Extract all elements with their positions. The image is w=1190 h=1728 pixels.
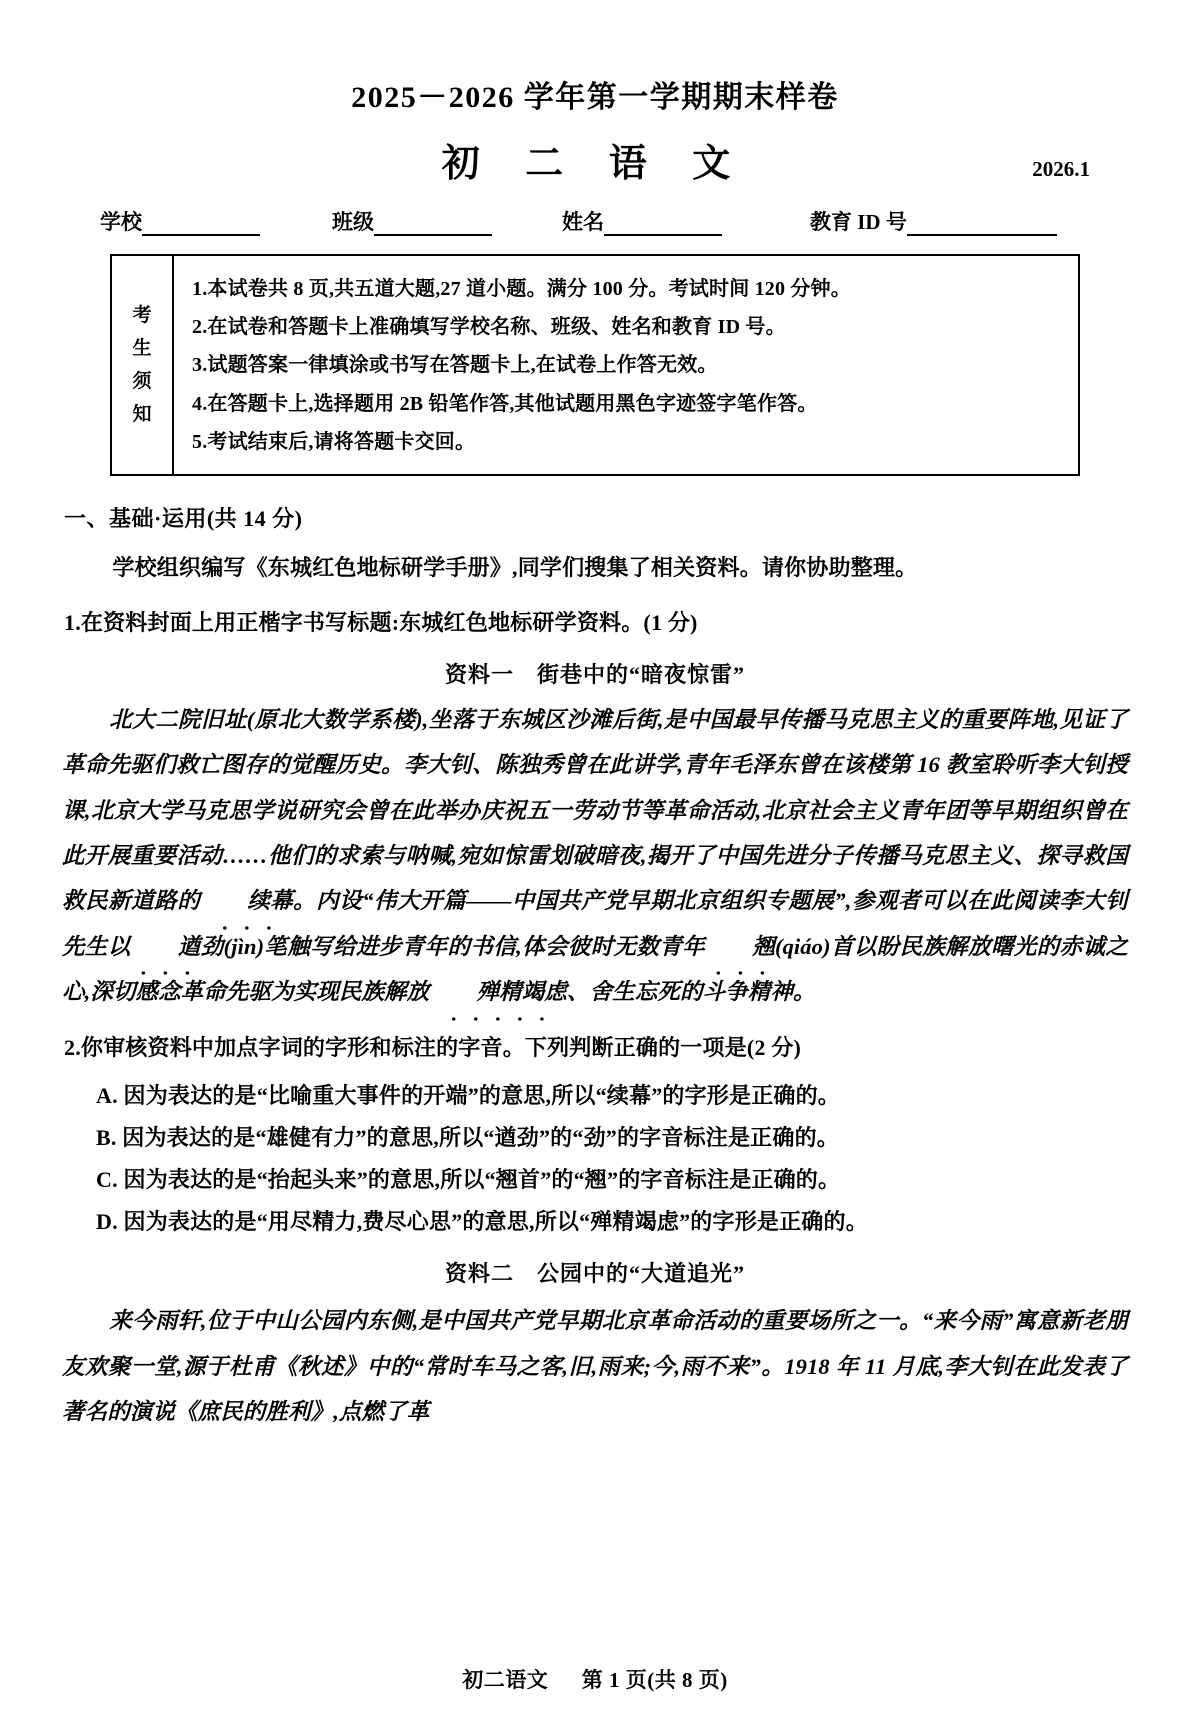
- field-school[interactable]: [100, 206, 260, 236]
- candidate-notice-box: [110, 254, 1080, 476]
- subject-title: 初 二 语 文: [441, 143, 749, 185]
- field-class-input[interactable]: [374, 214, 492, 236]
- field-school-label: 学校: [100, 210, 142, 234]
- field-education-id-label: 教育 ID 号: [810, 210, 907, 234]
- field-school-input[interactable]: [142, 214, 260, 236]
- option-c[interactable]: C. 因为表达的是“抬起头来”的意思,所以“翘首”的“翘”的字音标注是正确的。: [96, 1167, 841, 1193]
- field-class-label: 班级: [332, 210, 374, 234]
- option-b[interactable]: B. 因为表达的是“雄健有力”的意思,所以“遒劲”的“劲”的字音标注是正确的。: [96, 1124, 839, 1150]
- notice-item: 2.在试卷和答题卡上准确填写学校名称、班级、姓名和教育 ID 号。: [192, 316, 786, 339]
- option-d[interactable]: D. 因为表达的是“用尽精力,费尽心思”的意思,所以“殚精竭虑”的字形是正确的。: [96, 1209, 868, 1235]
- section-one-heading: 一、基础·运用(共 14 分): [64, 506, 303, 531]
- passage-text: 。内设“伟大开篇——中国共产党早期北京组织专题展”,参观者可以在此阅读李大钊先生以: [62, 888, 1128, 959]
- identity-fields: [100, 206, 1090, 236]
- notice-item-list: [174, 256, 1078, 474]
- exam-title: 2025－2026 学年第一学期期末样卷: [351, 81, 839, 114]
- passage-text: 、舍生忘死的斗争精神。: [566, 979, 816, 1005]
- material-two-heading: 资料二 公园中的“大道追光”: [444, 1261, 745, 1287]
- material-one-heading: 资料一 街巷中的“暗夜惊雷”: [444, 661, 745, 687]
- notice-item: 4.在答题卡上,选择题用 2B 铅笔作答,其他试题用黑色字迹签字笔作答。: [192, 392, 818, 415]
- question-2-options: [64, 1075, 1126, 1244]
- subject-row: [0, 132, 1190, 184]
- notice-side-char-1: 考: [132, 304, 152, 326]
- emphasis-dotted-xumu: 续幕: [200, 878, 292, 923]
- field-education-id-input[interactable]: [907, 214, 1057, 236]
- option-a[interactable]: A. 因为表达的是“比喻重大事件的开端”的意思,所以“续幕”的字形是正确的。: [96, 1082, 840, 1108]
- material-two-passage: 来今雨轩,位于中山公园内东侧,是中国共产党早期北京革命活动的重要场所之一。“来今雨”寓意新老朋友欢聚一堂,源于杜甫《秋述》中的“常时车马之客,旧,雨来;今,雨不来”。1918 年 11 月底,李大钊在此发表了著名的演说《庶民的胜利》,点燃了革: [62, 1308, 1128, 1425]
- notice-item: 3.试题答案一律填涂或书写在答题卡上,在试卷上作答无效。: [192, 354, 718, 377]
- question-1: 1.在资料封面上用正楷字书写标题:东城红色地标研学资料。(1 分): [64, 609, 698, 635]
- notice-side-char-2: 生: [132, 337, 152, 359]
- emphasis-dotted-qiu: 遒: [131, 924, 201, 969]
- notice-side-label: [112, 256, 174, 474]
- exam-date: 2026.1: [1032, 157, 1090, 181]
- notice-side-char-4: 知: [132, 404, 152, 426]
- field-class[interactable]: [332, 206, 492, 236]
- notice-item: 1.本试卷共 8 页,共五道大题,27 道小题。满分 100 分。考试时间 120 分钟。: [192, 277, 851, 300]
- passage-text: (qiáo)首以盼民族解放曙光的赤诚之心,深切感念革命先驱为实现民族解放: [62, 933, 1128, 1005]
- page-footer: [0, 1664, 1190, 1694]
- footer-subject: 初二语文: [462, 1668, 549, 1692]
- field-education-id[interactable]: [810, 206, 1057, 236]
- question-2-stem: 2.你审核资料中加点字词的字形和标注的字音。下列判断正确的一项是(2 分): [64, 1034, 802, 1060]
- passage-text: 劲(jìn)笔触写给进步青年的书信,体会彼时无数青年: [200, 933, 706, 959]
- passage-text: 北大二院旧址(原北大数学系楼),坐落于东城区沙滩后街,是中国最早传播马克思主义的重要阵地,见证了革命先驱们救亡图存的觉醒历史。李大钊、陈独秀曾在此讲学,青年毛泽东曾在该楼第 16 教室聆听李大钊授课,北京大学马克思学说研究会曾在此举办庆祝五一劳动节等革命活动,北京社会主义青年团等早期组织曾在此开展重要活动……他们的求索与呐喊,宛如惊雷划破暗夜,揭开了中国先进分子传播马克思主义、探寻救国救民新道路的: [62, 706, 1128, 914]
- field-name[interactable]: [562, 206, 722, 236]
- footer-page-number: 第 1 页(共 8 页): [581, 1668, 728, 1692]
- emphasis-dotted-danjingjielv: 殚精竭虑: [429, 969, 567, 1014]
- field-name-input[interactable]: [604, 214, 722, 236]
- notice-item: 5.考试结束后,请将答题卡交回。: [192, 431, 476, 454]
- material-one-passage: [62, 697, 1128, 1015]
- notice-side-char-3: 须: [132, 371, 152, 392]
- field-name-label: 姓名: [562, 210, 604, 234]
- emphasis-dotted-qiao: 翘: [705, 924, 775, 969]
- section-one-intro: 学校组织编写《东城红色地标研学手册》,同学们搜集了相关资料。请你协助整理。: [112, 555, 918, 580]
